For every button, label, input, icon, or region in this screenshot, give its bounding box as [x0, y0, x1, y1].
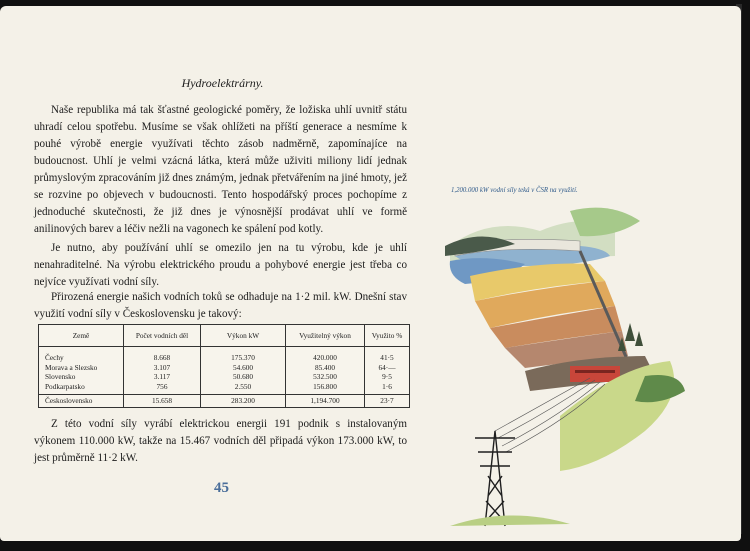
table-header: Země [39, 325, 124, 347]
table-cell: 283.200 [201, 395, 286, 408]
book-page [0, 6, 741, 541]
table-cell: 15.658 [124, 395, 201, 408]
table-total-row [39, 395, 410, 408]
table-cell: 1,194.700 [286, 395, 365, 408]
table-header-row [39, 325, 410, 347]
paragraph-2-text: Je nutno, aby používání uhlí se omezilo jen na tu výrobu, kde je uhlí nenahraditelné. Na výrobu elektrického proudu a pohybové energie jest třeba co nejvíce využívati vodní síly. [34, 242, 407, 288]
table-header: Využitelný výkon [286, 325, 365, 347]
table-cell: Čechy [39, 347, 124, 363]
table-row [39, 382, 410, 395]
table-cell: 2.550 [201, 382, 286, 395]
table-cell: 41·5 [365, 347, 410, 363]
table-cell: 756 [124, 382, 201, 395]
table-cell: 54.600 [201, 363, 286, 373]
table-row [39, 347, 410, 363]
table-header: Využito % [365, 325, 410, 347]
table-header: Výkon kW [201, 325, 286, 347]
table-cell: Podkarpatsko [39, 382, 124, 395]
hydro-power-table [38, 324, 410, 408]
table-cell: 85.400 [286, 363, 365, 373]
section-heading: Hydroelektrárny. [181, 76, 264, 90]
pylon-icon [475, 431, 515, 526]
paragraph-3-text: Přirozená energie našich vodních toků se odhaduje na 1·2 mil. kW. Dnešní stav využití vodní síly v Československu je takový: [34, 291, 407, 320]
table-cell: 3.107 [124, 363, 201, 373]
table-cell: 9·5 [365, 372, 410, 382]
paragraph-4 [34, 416, 407, 467]
table-row [39, 372, 410, 382]
green-hill-top [570, 208, 640, 237]
power-station-roof [575, 370, 615, 373]
table-row [39, 363, 410, 373]
table-cell: 23·7 [365, 395, 410, 408]
page-number: 45 [214, 480, 229, 496]
illustration-caption: 1,200.000 kW vodní síly teká v ČSR na využití. [451, 187, 578, 194]
table-cell: 1·6 [365, 382, 410, 395]
table-cell: Morava a Slezsko [39, 363, 124, 373]
table-cell: 64·— [365, 363, 410, 373]
paragraph-1-text: Naše republika má tak šťastné geologické poměry, že ložiska uhlí uvnitř státu uhradí celou spotřebu. Musíme se však ohlížeti na příští generace a nesmíme k pouhé výrobě energie využívati těchto zásob nadměrně, zapomínajíce na budoucnost. Uhlí je velmi vzácná látka, která může uživiti miliony lidí jednak průmyslovým zpracováním již dnes známým, jednak přetvářením na jiné hmoty, jež se rozvine po objevech v budoucnosti. Tento hospodářský proces pochopíme z jednoduché skutečnosti, že již dnes je výnosnější prodávat uhlí ve formě anilinových barev a léčiv nežli na vagonech ke spálení pod kotly. [34, 104, 407, 235]
table-header: Počet vodních děl [124, 325, 201, 347]
table-cell: 50.680 [201, 372, 286, 382]
hydro-illustration [430, 206, 730, 536]
table-cell: Slovensko [39, 372, 124, 382]
paragraph-4-text: Z této vodní síly vyrábí elektrickou energii 191 podnik s instalovaným výkonem 110.000 kW, takže na 15.467 vodních děl připadá výkon 173.000 kW, to jest průměrně 11·2 kW. [34, 418, 407, 464]
grass-bottom [450, 515, 570, 526]
table-cell: 420.000 [286, 347, 365, 363]
paragraph-3 [34, 289, 407, 323]
table-cell: Československo [39, 395, 124, 408]
power-station [570, 366, 620, 382]
paragraph-2 [34, 240, 407, 291]
table-cell: 532.500 [286, 372, 365, 382]
paragraph-1 [34, 102, 407, 238]
table-cell: 175.370 [201, 347, 286, 363]
table-cell: 3.117 [124, 372, 201, 382]
table-cell: 8.668 [124, 347, 201, 363]
table-cell: 156.800 [286, 382, 365, 395]
